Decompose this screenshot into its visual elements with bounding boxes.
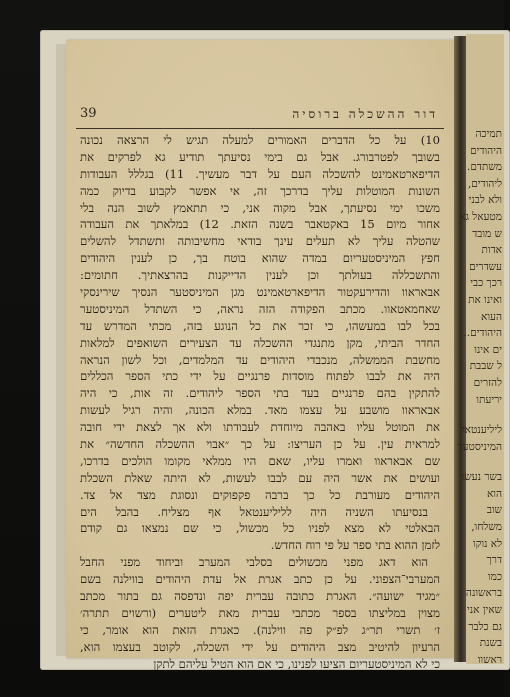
facing-page-line: ים אינו [474,343,502,356]
body-text [80,132,440,673]
text-line: שם אבאראוו ואמרו עליו, שאם היו ממלאי מקומו הולכים בדרכו, [80,453,440,468]
facing-page-edge [457,34,504,666]
facing-page-line: בראשונה [465,587,502,600]
running-title: דור ההשכלה ברוסיה [292,107,438,121]
facing-page-line: דרך [486,554,502,567]
facing-page-line: ראשוו [477,653,502,666]
text-line: בכל לבו במעשהו, כי זכר את כל הנוגע בזה, מכתי המדרש עד [80,318,440,333]
text-line: שאחמאטאוו. מכתב הפקודה הזה נראה, כי השתדל המיניסטער [80,301,440,316]
page-number: 39 [80,106,97,121]
text-line: היה את לבבו לפתוח מוסדות פרנגיים על ידי כתי הספר הכללים [80,369,440,384]
facing-page-line: עשדרים [469,260,502,273]
facing-page-line: היהודים.. [463,327,502,340]
facing-page-line: מטעאל גא [459,210,502,223]
facing-page-line: הוא [486,487,502,500]
text-line: והתשכללה בעולתך וכן לענין הדייקנות בהרצאתיך. חתומים: [80,268,440,283]
text-line: אבאראוו מושבע על עצמו מאד. במלא הכונה, והיה רגיל לעשות [80,403,440,418]
text-line: המערבי־הצפוני. על כן כתב אגרת אל עדת היהודים בווילנה בשם [80,572,440,587]
text-line: אבאראוו והדירעקטור הדיפארטאמינט מגן המיניסטער הנסיך שירינסקי [80,285,440,300]
facing-page-line: גם כלבר [468,620,502,633]
text-line: שהטלה עליך לא תעלים עינך בודאי מחשיבותה ותשתדל להשלים [80,234,440,249]
text-line: היהודים מעורבת כל כך ברבה פקפוקים ונסוגת מצד אל צד. [80,487,440,502]
header-rule [76,128,444,129]
text-line: ״מגיד ישועה״. האגרת כתובה עברית יפה ונדפסה גם בתור מכתב [80,589,440,604]
running-head [66,104,454,128]
text-line: הוא דאג מפני מכשולים בסלבי המערב וביחוד מפני החבל [80,555,428,570]
facing-page-line: לא נוקו [473,537,502,550]
text-line: אחור מיום 15 באקטאבר בשנה הזאת. 12) במלאתך את העבודה [80,217,441,232]
facing-page-line: המיניסטער [457,440,502,453]
facing-page-line: בשר נעשו [461,471,502,484]
text-line: משכו ימי נסיעתך, אבל מקוה אני, כי תתאמץ לשוב הנה בלי [80,200,440,215]
text-line: להתקין בהם פרנגיים בעד בתי הספר ליהודים. זה אות, כי היה [80,386,440,401]
book-page [66,40,454,671]
facing-page-gap [468,408,502,422]
text-line: בנסיעתו השניה היה לליליענטאל אף מצליח. בהבל הים [80,504,428,519]
facing-page-line: היהודים [470,144,502,157]
facing-page-line: משתדם. [466,161,502,174]
facing-page-line: תמיכה [475,128,502,140]
facing-page-line: כמו [487,570,502,583]
facing-page-line: יריעתו [476,393,502,406]
text-line: החדר הביתי, מקן מתנגדי ההשכלה עד הצעירים השואפים למלאות [80,335,440,350]
text-line: ז׳ תשרי תר״ג לפ״ק פה ווילנה). כאגרת הזאת הוא אומר, כי [80,622,440,637]
facing-page-line: העוא [481,310,502,323]
facing-page-line: ליליענטאל [459,424,502,437]
facing-page-line: ל שבבת [469,360,502,373]
text-line: ועושים את אשר היה עם לבבו לעשות, לא היתה שאלת השכלת [80,470,440,485]
text-line: הדיפארטאמינט להשכלה העם על דבר מעשיך. 11) בגללל העבודות [80,166,440,181]
text-line: 10) על כל הדברים האמורים למעלה תגיש לי הרצאה נכונה [80,133,440,147]
book-gutter [454,36,466,662]
text-line: כי לא המיניסטעריום הציעו לפנינו, כי אם הוא הטיל עליהם לתקן [153,656,440,671]
facing-page-line: ואינו את [468,293,502,306]
text-line: בשובך לפטרבורג. אבל גם בימי נסיעתך תודיע גא לפרקים את [80,149,440,164]
facing-page-line: רכך כבי [470,277,502,290]
text-line: הרעיון להיטיב מצב היהודים על ידי השכלה, לקוטב בעצמו הוא, [80,639,440,654]
facing-page-gap [468,455,502,469]
facing-page-line: שאין אני [467,604,502,617]
facing-page-line: אדות [481,244,502,257]
text-line: השונות המוטלות עליך בדרכך זה, אי אפשר לקבוע בדיוק כמה [80,183,440,198]
text-line: מצוין במליצתו בספר מכתבי עברית מאת ליטערים (ורשוים תתרה׳ [80,605,440,620]
text-line: חפץ המיניסטעריום במדה שהוא בוטח בך, כן לענין היהודים [80,251,440,266]
facing-page-line: ליהודים, [467,177,502,190]
facing-page-line: משלחו, [471,521,502,534]
facing-page-line: בשנת [479,637,502,650]
text-line: לזמן ההוא בתי ספר על פי רוח החדש. [270,538,440,553]
facing-page-line: ולא לבני [468,194,502,207]
text-line: את המוטל עליו באהבה מיוחדת לעבודתו ולא אך לצאת ידי חובה [80,420,440,435]
facing-page-text [457,126,502,668]
facing-page-line: שוב [486,504,502,517]
text-line: למראית עין. על כן העריצו: על כך ״אבוי ההשכלה החדשה״ את [80,437,440,452]
text-line: הבאלטי לא מצא לפניו כל מכשול, כי שם נמצאו גם קודם [80,521,440,536]
text-line: מחשבת הממשלה, מנכבדי היהודים עד המלמדים, וכל לשון הנראה [80,352,440,367]
facing-page-line: ש מובד [472,227,502,240]
facing-page-line: להזרים [473,376,502,389]
